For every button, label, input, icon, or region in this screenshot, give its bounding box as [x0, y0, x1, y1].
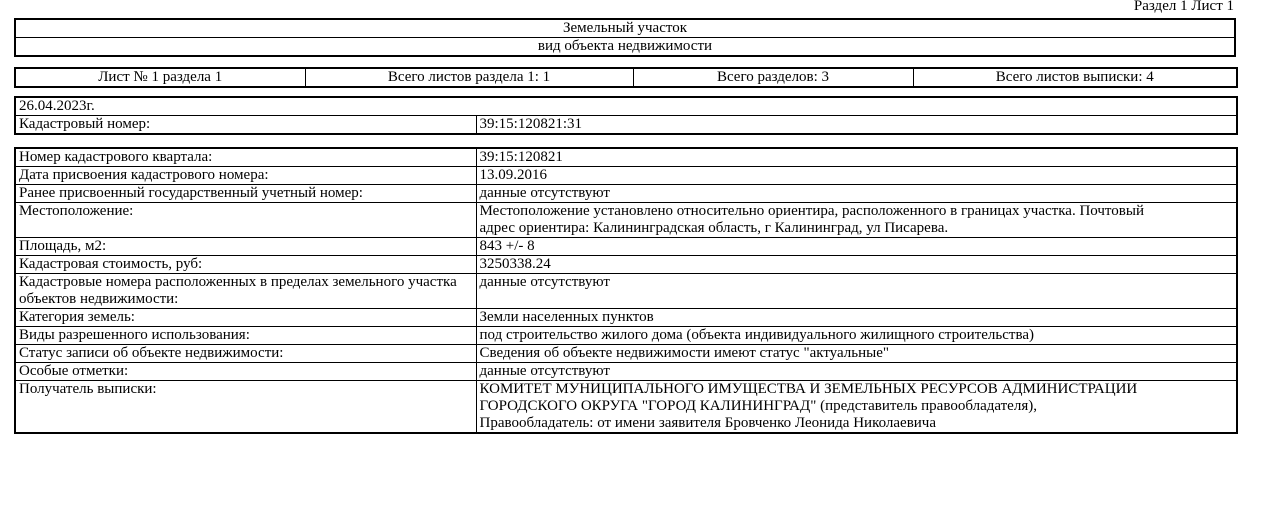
property-row-land-category: [15, 309, 1237, 327]
title-table: [14, 18, 1236, 57]
property-value-line: КОМИТЕТ МУНИЦИПАЛЬНОГО ИМУЩЕСТВА И ЗЕМЕЛЬНЫХ РЕСУРСОВ АДМИНИСТРАЦИИ: [479, 381, 1138, 397]
property-value: [476, 309, 1237, 327]
property-row-assign-date: [15, 167, 1237, 185]
property-row-cost: [15, 256, 1237, 274]
total-sections: Всего разделов: 3: [633, 68, 913, 87]
property-row-special-notes: [15, 363, 1237, 381]
object-type-title: Земельный участок: [15, 19, 1235, 38]
property-value-line: данные отсутствуют: [479, 185, 610, 201]
property-value: [476, 185, 1237, 203]
property-value: [476, 256, 1237, 274]
property-value: [476, 238, 1237, 256]
property-value: [476, 167, 1237, 185]
property-value-line: Сведения об объекте недвижимости имеют статус "актуальные": [479, 345, 889, 361]
property-label: Кадастровая стоимость, руб:: [15, 256, 476, 274]
property-label: Площадь, м2:: [15, 238, 476, 256]
property-value-line: 843 +/- 8: [479, 238, 535, 254]
property-label: Номер кадастрового квартала:: [15, 148, 476, 167]
properties-table: [14, 147, 1238, 434]
property-value: [476, 345, 1237, 363]
property-row-prev-number: [15, 185, 1237, 203]
section-sheet-label: Раздел 1 Лист 1: [1133, 0, 1234, 14]
property-label: Местоположение:: [15, 203, 476, 238]
property-value-line: Земли населенных пунктов: [479, 309, 654, 325]
date-cadastral-table: [14, 96, 1238, 135]
property-value-line: данные отсутствуют: [479, 363, 610, 379]
extract-date: 26.04.2023г.: [15, 97, 1237, 116]
property-value-line: Правообладатель: от имени заявителя Бровченко Леонида Николаевича: [479, 415, 937, 431]
property-label: Дата присвоения кадастрового номера:: [15, 167, 476, 185]
property-label: Виды разрешенного использования:: [15, 327, 476, 345]
total-sheets: Всего листов выписки: 4: [913, 68, 1237, 87]
sheet-info-table: [14, 67, 1238, 88]
property-label: Особые отметки:: [15, 363, 476, 381]
cadastral-number-label: Кадастровый номер:: [15, 116, 476, 135]
property-value: [476, 203, 1237, 238]
property-row-location: [15, 203, 1237, 238]
property-label: Статус записи об объекте недвижимости:: [15, 345, 476, 363]
property-label: Категория земель:: [15, 309, 476, 327]
property-label: Кадастровые номера расположенных в пределах земельного участка объектов недвижимости:: [15, 274, 476, 309]
property-row-recipient: [15, 381, 1237, 434]
cadastral-number-value: 39:15:120821:31: [476, 116, 1237, 135]
object-type-subtitle: вид объекта недвижимости: [15, 38, 1235, 57]
property-row-permitted-use: [15, 327, 1237, 345]
property-value-line: данные отсутствуют: [479, 274, 610, 290]
property-value-line: под строительство жилого дома (объекта индивидуального жилищного строительства): [479, 327, 1034, 343]
property-value: [476, 274, 1237, 309]
property-value-line: адрес ориентира: Калининградская область, г Калининград, ул Писарева.: [479, 220, 949, 236]
property-value: [476, 363, 1237, 381]
property-value: [476, 148, 1237, 167]
property-row-area: [15, 238, 1237, 256]
property-value: [476, 327, 1237, 345]
property-value-line: 39:15:120821: [479, 149, 563, 165]
property-row-record-status: [15, 345, 1237, 363]
property-label: Ранее присвоенный государственный учетный номер:: [15, 185, 476, 203]
property-row-nested-objects: [15, 274, 1237, 309]
sheets-in-section: Всего листов раздела 1: 1: [305, 68, 633, 87]
property-value-line: 3250338.24: [479, 256, 551, 272]
property-row-quarter: [15, 148, 1237, 167]
property-value-line: Местоположение установлено относительно ориентира, расположенного в границах участка. Почтовый: [479, 203, 1144, 219]
property-value-line: ГОРОДСКОГО ОКРУГА "ГОРОД КАЛИНИНГРАД" (представитель правообладателя),: [479, 398, 1037, 414]
property-value: [476, 381, 1237, 434]
sheet-number: Лист № 1 раздела 1: [15, 68, 305, 87]
property-label: Получатель выписки:: [15, 381, 476, 434]
property-value-line: 13.09.2016: [479, 167, 547, 183]
